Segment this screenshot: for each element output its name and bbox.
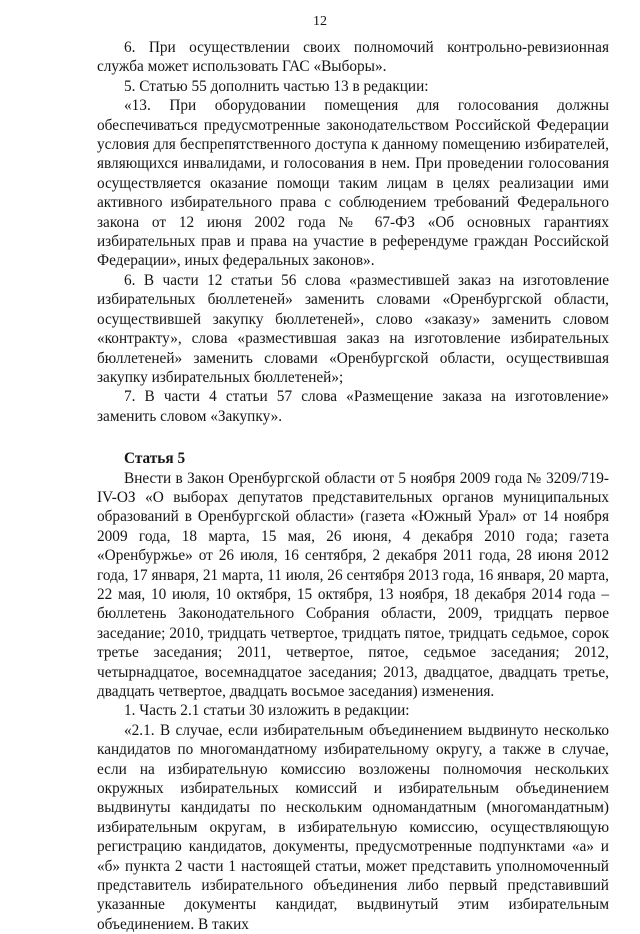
paragraph-part-13-text: «13. При оборудовании помещения для голосования должны обеспечиваться предусмотренные законодательством Российской Федерации условия для беспрепятственного доступа к данному помещению избирателей, являющихся инвалидами, и голосования в нем. При проведении голосования осуществляется оказание помощи таким лицам в целях реализации ими активного избирательного права с соблюдением требований Федерального закона от 12 июня 2002 года № 67-ФЗ «Об основных гарантиях избирательных прав и права на участие в референдуме граждан Российской Федерации», иных федеральных законов». <box>97 97 609 270</box>
paragraph-item-1-article-30: 1. Часть 2.1 статьи 30 изложить в редакции: <box>124 702 410 720</box>
paragraph-part-2-1-text: «2.1. В случае, если избирательным объединением выдвинуто несколько кандидатов по многомандатному избирательному округу, а также в случае, если на избирательную комиссию возложены полномочия нескольких окружных избирательных комиссий и избирательным объединением выдвинуты кандидаты по нескольким одномандатным (многомандатным) избирательным округам, в избирательную комиссию, осуществляющую регистрацию кандидатов, документы, предусмотренные подпунктами «а» и «б» пункта 2 части 1 настоящей статьи, может представить уполномоченный представитель избирательного объединения либо первый представивший указанные документы кандидат, выдвинутый этим избирательным объединением. В таких <box>97 721 609 933</box>
paragraph-amend-law: Внести в Закон Оренбургской области от 5 ноября 2009 года № 3209/719-IV-ОЗ «О выборах депутатов представительных органов муниципальных образований в Оренбургской области» (газета «Южный Урал» от 14 ноября 2009 года, 18 марта, 15 мая, 26 июня, 4 декабря 2010 года; газета «Оренбуржье» от 26 июля, 16 сентября, 2 декабря 2011 года, 28 июня 2012 года, 17 января, 21 марта, 11 июля, 26 сентября 2013 года, 16 января, 20 марта, 22 мая, 10 июля, 10 октября, 15 октября, 13 ноября, 18 декабря 2014 года – бюллетень Законодательного Собрания области, 2009, тридцать первое заседание; 2010, тридцать четвертое, тридцать пятое, тридцать седьмое, сорок третье заседания; 2011, четвертое, пятое, седьмое заседания; 2012, четырнадцатое, восемнадцатое заседания; 2013, двадцатое, двадцать третье, двадцать четвертое, двадцать восьмое заседания) изменения. <box>97 469 609 700</box>
paragraph-item-6-article-56: 6. В части 12 статьи 56 слова «разместившей заказ на изготовление избирательных бюллетеней» заменить словами «Оренбургской области, осуществившей закупку бюллетеней», слово «заказу» заменить словом «контракту», слова «разместившая заказ на изготовление избирательных бюллетеней» заменить словами «Оренбургской области, осуществившая закупку избирательных бюллетеней»; <box>97 271 609 386</box>
article-heading: Статья 5 <box>124 450 186 468</box>
paragraph-item-6: 6. При осуществлении своих полномочий контрольно-ревизионная служба может использовать ГАС «Выборы». <box>97 39 609 76</box>
document-body <box>97 38 609 934</box>
page-number: 12 <box>313 14 327 29</box>
paragraph-item-5-article-55: 5. Статью 55 дополнить частью 13 в редакции: <box>124 77 429 95</box>
paragraph-item-7-article-57: 7. В части 4 статьи 57 слова «Размещение заказа на изготовление» заменить словом «Закупку». <box>97 388 609 425</box>
